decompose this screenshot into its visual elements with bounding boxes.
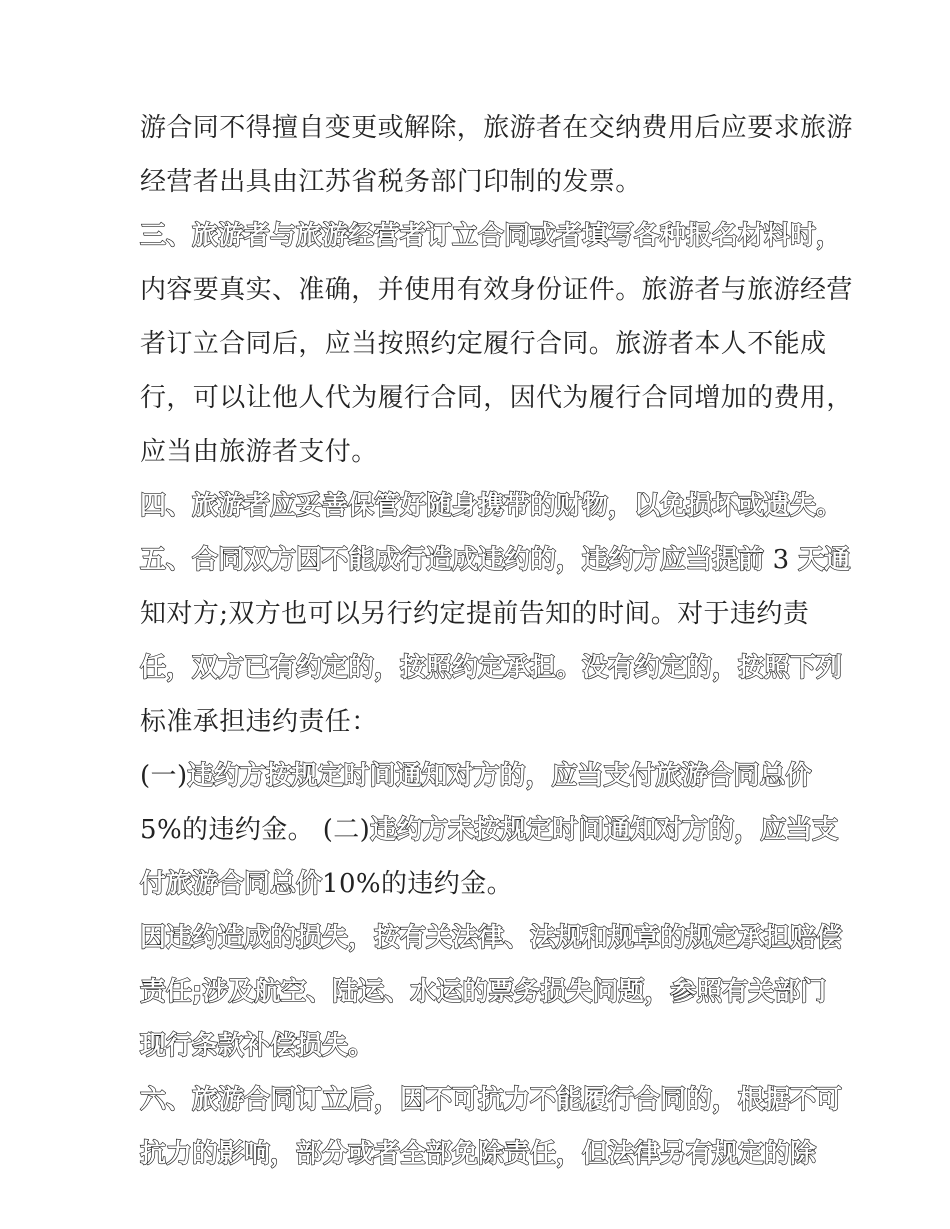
text-segment: 知对方;双方也可以另行约定提前告知的时间。对于违约责 — [140, 599, 810, 629]
text-segment: 10%的违约金。 — [322, 869, 514, 899]
text-segment: 行，可以让他人代为履行合同，因代为履行合同增加的费用， — [140, 383, 853, 413]
text-line — [140, 972, 826, 1012]
text-segment: 应当由旅游者支付。 — [140, 437, 378, 467]
text-segment: 付旅游合同总价 — [140, 869, 323, 899]
text-line — [140, 162, 642, 202]
text-segment: 因违约造成的损失，按有关法律、法规和规章的规定承担赔偿 — [140, 923, 843, 953]
text-line — [140, 702, 378, 742]
text-line — [140, 918, 842, 958]
text-segment: 3 — [764, 545, 799, 575]
text-line — [140, 810, 838, 850]
text-segment: 违约方按规定时间通知对方的，应当支付旅游合同总价 — [187, 761, 812, 791]
text-segment: 现行条款补偿损失。 — [140, 1031, 375, 1061]
section-heading-four — [140, 486, 842, 526]
text-segment: 标准承担违约责任： — [140, 707, 378, 737]
text-line — [140, 432, 378, 472]
section-heading-three — [140, 216, 842, 256]
text-segment: 违约方未按规定时间通知对方的，应当支 — [370, 815, 839, 845]
text-segment: 内容要真实、准确，并使用有效身份证件。旅游者与旅游经营 — [140, 275, 853, 305]
section-heading-five — [140, 540, 850, 580]
text-line — [140, 756, 812, 796]
text-segment: 任，双方已有约定的，按照约定承担。没有约定的，按照下列 — [140, 653, 843, 683]
section-heading-six — [140, 1080, 842, 1120]
text-segment: 经营者出具由江苏省税务部门印制的发票。 — [140, 167, 642, 197]
text-segment: 四、旅游者应妥善保管好随身携带的财物，以免损坏或遗失。 — [140, 491, 843, 521]
text-line — [140, 108, 853, 148]
text-segment: 游合同不得擅自变更或解除，旅游者在交纳费用后应要求旅游 — [140, 113, 853, 143]
text-segment: 天通 — [798, 545, 851, 575]
text-segment: 抗力的影响，部分或者全部免除责任，但法律另有规定的除 — [140, 1139, 817, 1169]
text-segment: (一) — [140, 761, 188, 791]
text-line — [140, 864, 513, 904]
text-line — [140, 324, 826, 364]
text-segment: 5%的违约金。 (二) — [140, 815, 371, 845]
text-segment: 五、合同双方因不能成行造成违约的，违约方应当提前 — [140, 545, 765, 575]
text-line — [140, 270, 853, 310]
text-line — [140, 648, 842, 688]
text-line — [140, 378, 853, 418]
text-line — [140, 1026, 374, 1066]
text-segment: 者订立合同后，应当按照约定履行合同。旅游者本人不能成 — [140, 329, 827, 359]
text-line — [140, 1134, 816, 1174]
text-segment: 责任;涉及航空、陆运、水运的票务损失问题，参照有关部门 — [140, 977, 827, 1007]
text-line — [140, 594, 809, 634]
text-segment: 六、旅游合同订立后，因不可抗力不能履行合同的，根据不可 — [140, 1085, 843, 1115]
text-segment: 三、旅游者与旅游经营者订立合同或者填写各种报名材料时， — [140, 221, 843, 251]
